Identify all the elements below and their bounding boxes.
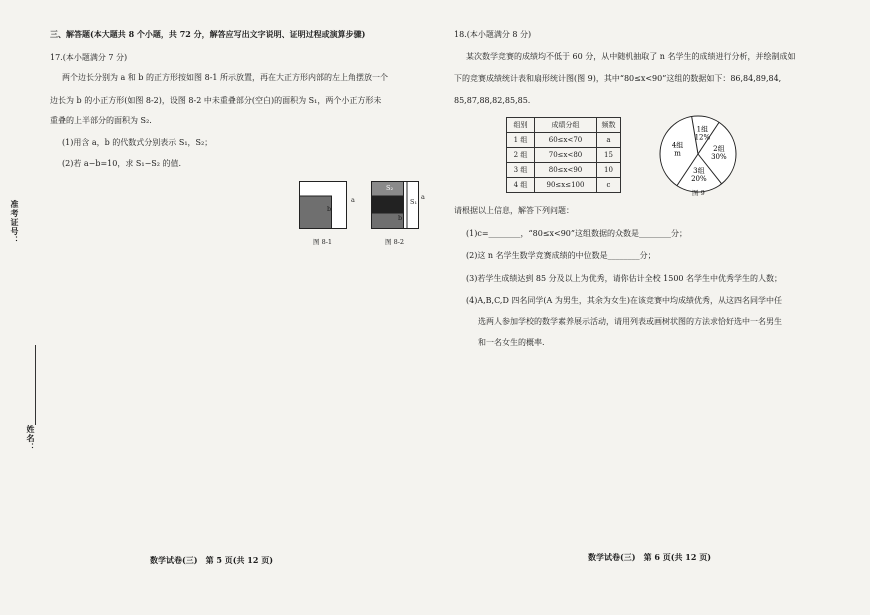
q17-subquestion-2: (2)若 a−b=10，求 S₁−S₂ 的值. (62, 159, 182, 168)
name-label: 姓名： (26, 425, 36, 452)
table-header-cell: 组别 (507, 118, 535, 133)
table-cell: 4 组 (507, 178, 535, 193)
table-cell: a (597, 133, 621, 148)
pie-chart-drawing (656, 112, 740, 196)
q18-intro-line-3: 85,87,88,82,85,85. (454, 96, 531, 105)
table-cell: 60≤x<70 (535, 133, 597, 148)
left-page-footer: 数学试卷(三) 第 5 页(共 12 页) (150, 555, 273, 565)
q17-body-line-1: 两个边长分别为 a 和 b 的正方形按如图 8-1 所示放置，再在大正方形内部的左上角摆放一个 (62, 73, 389, 82)
q18-subquestion-3: (3)若学生成绩达到 85 分及以上为优秀，请你估计全校 1500 名学生中优秀学生的人数； (466, 274, 783, 283)
table-cell: 90≤x≤100 (535, 178, 597, 193)
pie-slice-value: 12% (694, 133, 711, 142)
q17-body-line-2: 边长为 b 的小正方形(如图 8-2)，设图 8-2 中未重叠部分(空白)的面积为 S₁，两个小正方形未 (50, 96, 382, 105)
table-cell: 70≤x<80 (535, 148, 597, 163)
fig-8-2-caption: 图 8-2 (385, 238, 405, 246)
pie-chart-caption: 图 9 (692, 189, 705, 197)
q18-subquestion-4-line-2: 选两人参加学校的数学素养展示活动，请用列表或画树状图的方法求恰好选中一名男生 (478, 317, 782, 326)
q17-subquestion-1: (1)用含 a，b 的代数式分别表示 S₁，S₂； (62, 138, 213, 147)
q18-header: 18.(本小题满分 8 分) (454, 30, 532, 39)
pie-slice-label: 1组 (696, 125, 709, 134)
q18-intro-line-2: 下的竞赛成绩统计表和扇形统计图(图 9)，其中“80≤x<90”这组的数据如下：86,84,89,84, (454, 74, 782, 83)
fig-8-1-label-a: a (351, 196, 355, 204)
q18-subquestion-1: (1)c=________，“80≤x<90”这组数据的众数是________分； (466, 229, 687, 238)
q18-subquestion-2: (2)这 n 名学生数学竞赛成绩的中位数是________分； (466, 251, 656, 260)
name-underline (35, 345, 36, 425)
fig-8-1-label-b: b (327, 205, 332, 213)
q18-intro-line-1: 某次数学竞赛的成绩均不低于 60 分，从中随机抽取了 n 名学生的成绩进行分析，并绘制成如 (466, 52, 796, 61)
fig-8-2-label-s2: S₂ (386, 184, 394, 192)
table-row (507, 133, 621, 148)
table-header-row (507, 118, 621, 133)
table-cell: 10 (597, 163, 621, 178)
q17-body-line-3: 重叠的上半部分的面积为 S₂. (50, 116, 152, 125)
q18-prompt: 请根据以上信息，解答下列问题： (454, 206, 574, 215)
table-cell: 1 组 (507, 133, 535, 148)
pie-slice-label: 2组 (713, 145, 725, 154)
pie-slice-label: 3组 (693, 166, 705, 175)
q18-subquestion-4-line-1: (4)A,B,C,D 四名同学(A 为男生，其余为女生)在该竞赛中均成绩优秀，从这四名同学中任 (466, 296, 782, 305)
pie-chart-figure-9 (656, 112, 740, 196)
figure-8-1 (299, 181, 347, 229)
figure-8-1-drawing (299, 181, 347, 229)
fig-8-2-label-b: b (398, 214, 403, 222)
fig-8-1-caption: 图 8-1 (313, 238, 333, 246)
table-cell: 15 (597, 148, 621, 163)
section-heading: 三、解答题(本大题共 8 个小题，共 72 分，解答应写出文字说明、证明过程或演算步骤) (50, 29, 366, 39)
pie-slice-value: 20% (691, 174, 707, 183)
pie-slice-value: m (674, 149, 681, 158)
exam-number-label: 准考证号： (10, 200, 20, 245)
fig-8-2-label-s1: S₁ (410, 198, 418, 206)
table-header-cell: 成绩分组 (535, 118, 597, 133)
q17-header: 17.(本小题满分 7 分) (50, 53, 128, 62)
table-header-cell: 频数 (597, 118, 621, 133)
table-cell: 2 组 (507, 148, 535, 163)
q18-subquestion-4-line-3: 和一名女生的概率. (478, 338, 545, 347)
score-frequency-table (506, 117, 621, 193)
pie-slice-value: 30% (711, 153, 727, 162)
right-page-footer: 数学试卷(三) 第 6 页(共 12 页) (588, 552, 711, 562)
table-row (507, 178, 621, 193)
table-cell: 3 组 (507, 163, 535, 178)
pie-slice-label: 4组 (671, 141, 684, 150)
fig-8-2-label-a: a (421, 193, 425, 201)
score-table (506, 117, 621, 193)
table-row (507, 148, 621, 163)
table-cell: c (597, 178, 621, 193)
table-row (507, 163, 621, 178)
table-cell: 80≤x<90 (535, 163, 597, 178)
